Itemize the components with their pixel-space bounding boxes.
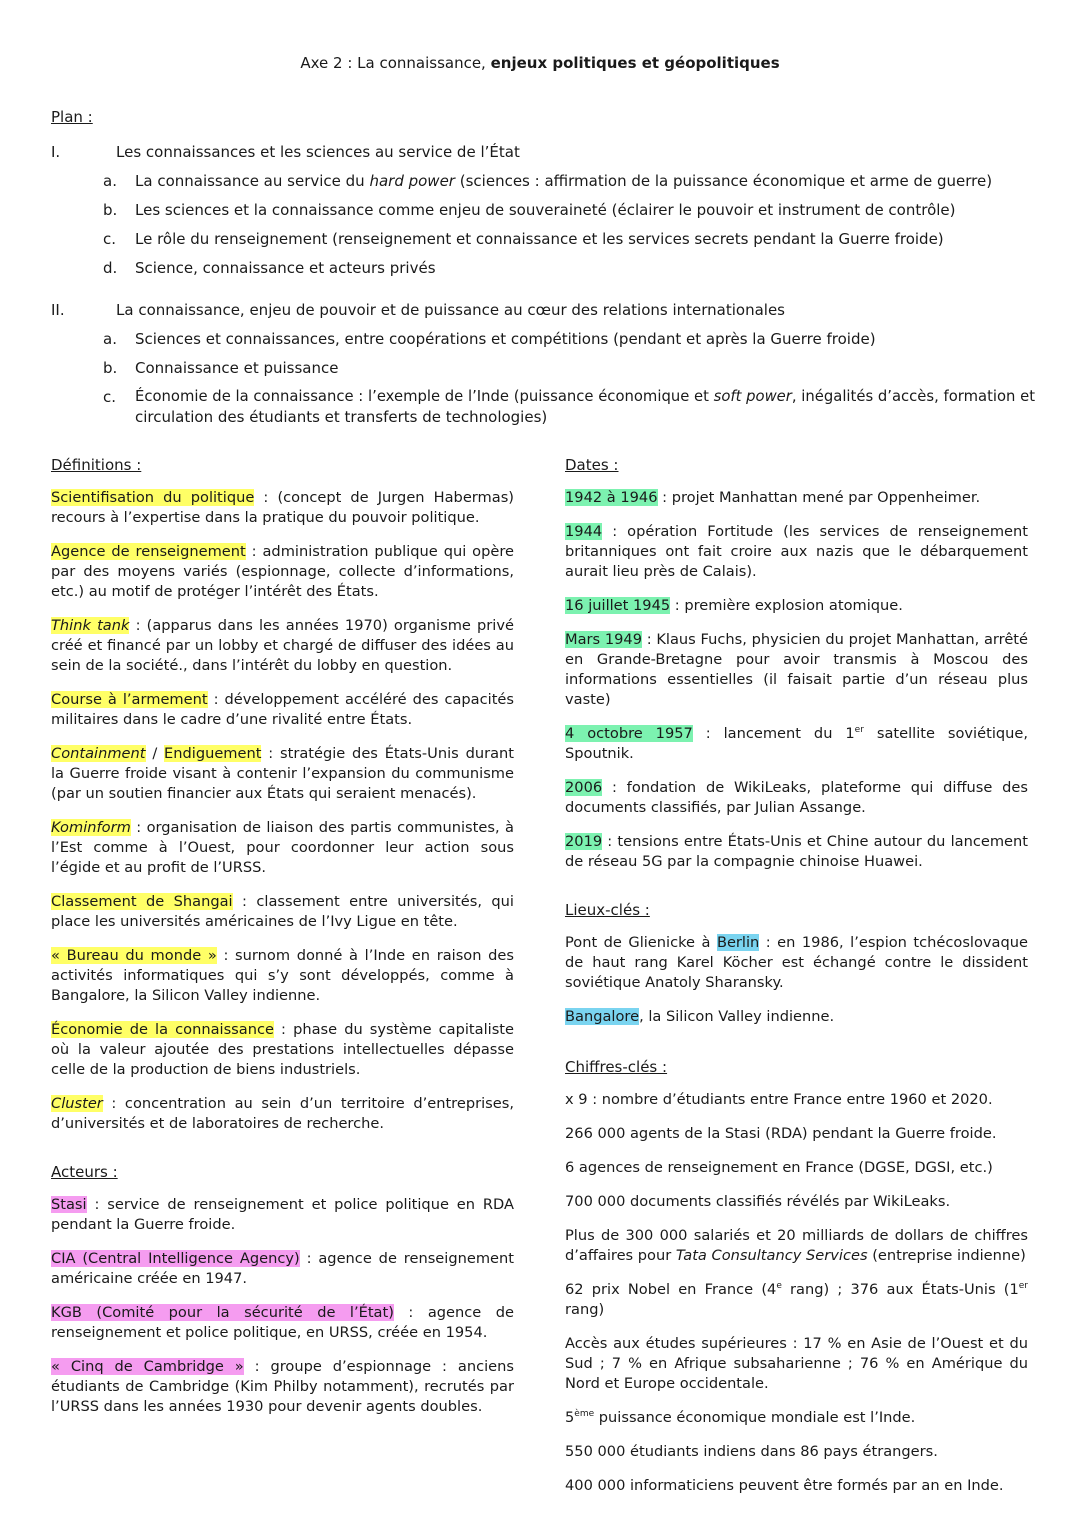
plan-item-letter: b. — [103, 201, 118, 219]
figure-item: 266 000 agents de la Stasi (RDA) pendant la Guerre froide. — [565, 1125, 997, 1142]
date-item: 1944 : opération Fortitude (les services de renseignement britanniques ont fait croire aux nazis que le débarquement aurait lieu près de Calais). — [565, 523, 1028, 580]
plan-item: Sciences et connaissances, entre coopérations et compétitions (pendant et après la Guerre froide) — [135, 330, 876, 348]
plan-item-letter: d. — [103, 259, 118, 277]
dates-heading: Dates : — [565, 456, 619, 474]
date-item: 1942 à 1946 : projet Manhattan mené par Oppenheimer. — [565, 489, 981, 506]
definition-item: Cluster : concentration au sein d’un territoire d’entreprises, d’universités et de laboratoires de recherche. — [51, 1095, 514, 1132]
figure-item: 700 000 documents classifiés révélés par WikiLeaks. — [565, 1193, 951, 1210]
definition-item: Économie de la connaissance : phase du système capitaliste où la valeur ajoutée des prestations intellectuelles dépasse celle de la production de biens industriels. — [51, 1021, 514, 1078]
plan-part-title: Les connaissances et les sciences au service de l’État — [116, 143, 520, 161]
figure-item: 6 agences de renseignement en France (DGSE, DGSI, etc.) — [565, 1159, 993, 1176]
definition-item: Classement de Shangai : classement entre universités, qui place les universités américaines de l’Ivy Ligue en tête. — [51, 893, 514, 930]
left-column — [51, 455, 514, 1431]
definition-item: Course à l’armement : développement accéléré des capacités militaires dans le cadre d’une rivalité entre États. — [51, 691, 515, 728]
definitions-heading: Définitions : — [51, 456, 142, 474]
plan-item: Économie de la connaissance : l’exemple de l’Inde (puissance économique et soft power, inégalités d’accès, formation et — [135, 388, 1036, 405]
place-item: Bangalore, la Silicon Valley indienne. — [565, 1008, 835, 1025]
definition-item: Agence de renseignement : administration publique qui opère par des moyens variés (espionnage, collecte d’informations, etc.) au motif de protéger l’intérêt des États. — [51, 543, 515, 600]
plan-item-letter: c. — [103, 388, 117, 406]
plan-item: La connaissance au service du hard power (sciences : affirmation de la puissance économique et arme de guerre) — [135, 172, 993, 190]
figure-item: x 9 : nombre d’étudiants entre France entre 1960 et 2020. — [565, 1091, 993, 1108]
plan-part-2 — [51, 300, 65, 320]
plan-part-title: La connaissance, enjeu de pouvoir et de puissance au cœur des relations internationales — [116, 301, 786, 319]
acteurs-heading: Acteurs : — [51, 1163, 118, 1181]
plan-item-letter: a. — [103, 330, 117, 348]
plan-item: Connaissance et puissance — [135, 359, 339, 377]
figure-item: 5ème puissance économique mondiale est l’Inde. — [565, 1409, 916, 1426]
plan-item-letter: c. — [103, 230, 117, 248]
date-item: 4 octobre 1957 : lancement du 1er satellite soviétique, Spoutnik. — [565, 725, 1029, 762]
plan-item-continuation: circulation des étudiants et transferts de technologies) — [135, 408, 548, 426]
plan-item-letter: a. — [103, 172, 117, 190]
date-item: 2019 : tensions entre États-Unis et Chine autour du lancement de réseau 5G par la compagnie chinoise Huawei. — [565, 833, 1028, 870]
definition-item: « Bureau du monde » : surnom donné à l’Inde en raison des activités informatiques qui s’y sont développés, comme à Bangalore, la Silicon Valley indienne. — [51, 947, 514, 1004]
plan-heading: Plan : — [51, 108, 93, 126]
definition-item: Kominform : organisation de liaison des partis communistes, à l’Est comme à l’Ouest, pour coordonner leur action sous l’égide et au profit de l’URSS. — [51, 819, 514, 876]
lieux-heading: Lieux-clés : — [565, 901, 650, 919]
figure-item: 550 000 étudiants indiens dans 86 pays étrangers. — [565, 1443, 938, 1460]
actor-item: « Cinq de Cambridge » : groupe d’espionnage : anciens étudiants de Cambridge (Kim Philby notamment), recrutés par l’URSS dans les années 1930 pour devenir agents doubles. — [51, 1358, 514, 1415]
place-item: Pont de Glienicke à Berlin : en 1986, l’espion tchécoslovaque de haut rang Karel Köcher est échangé contre le dissident soviétique Anatoly Sharansky. — [565, 934, 1028, 991]
plan-item-letter: b. — [103, 359, 118, 377]
figure-item: Plus de 300 000 salariés et 20 milliards de dollars de chiffres d’affaires pour Tata Consultancy Services (entreprise indienne) — [565, 1227, 1028, 1264]
definition-item: Scientifisation du politique : (concept de Jurgen Habermas) recours à l’expertise dans la pratique du pouvoir politique. — [51, 489, 514, 526]
actor-item: Stasi : service de renseignement et police politique en RDA pendant la Guerre froide. — [51, 1196, 514, 1233]
figure-item: Accès aux études supérieures : 17 % en Asie de l’Ouest et du Sud ; 7 % en Afrique subsaharienne ; 76 % en Amérique du Nord et Europe occidentale. — [565, 1335, 1028, 1392]
definition-item: Containment / Endiguement : stratégie des États-Unis durant la Guerre froide visant à contenir l’expansion du communisme (par un soutien financier aux États qui seraient menacés). — [51, 745, 514, 802]
plan-item: Les sciences et la connaissance comme enjeu de souveraineté (éclairer le pouvoir et instrument de contrôle) — [135, 201, 956, 219]
figure-item: 400 000 informaticiens peuvent être formés par an en Inde. — [565, 1477, 1004, 1494]
plan-part-number: I. — [51, 143, 61, 161]
plan-item: Science, connaissance et acteurs privés — [135, 259, 436, 277]
actor-item: CIA (Central Intelligence Agency) : agence de renseignement américaine créée en 1947. — [51, 1250, 514, 1287]
plan-item: Le rôle du renseignement (renseignement et connaissance et les services secrets pendant la Guerre froide) — [135, 230, 944, 248]
figure-item: 62 prix Nobel en France (4e rang) ; 376 aux États-Unis (1er rang) — [565, 1281, 1028, 1318]
date-item: 16 juillet 1945 : première explosion atomique. — [565, 597, 903, 614]
plan-part-1 — [51, 142, 60, 162]
date-item: Mars 1949 : Klaus Fuchs, physicien du projet Manhattan, arrêté en Grande-Bretagne pour avoir transmis à Moscou des informations essentielles (il faisait partie d’un réseau plus vaste) — [565, 631, 1028, 708]
right-column — [565, 455, 1028, 1510]
date-item: 2006 : fondation de WikiLeaks, plateforme qui diffuse des documents classifiés, par Julian Assange. — [565, 779, 1028, 816]
page-title: Axe 2 : La connaissance, enjeux politiques et géopolitiques — [300, 54, 780, 72]
actor-item: KGB (Comité pour la sécurité de l’État) : agence de renseignement et police politique, en URSS, créée en 1954. — [51, 1304, 514, 1341]
definition-item: Think tank : (apparus dans les années 1970) organisme privé créé et financé par un lobby et chargé de diffuser des idées au sein de la société., dans l’intérêt du lobby en question. — [51, 617, 514, 674]
chiffres-heading: Chiffres-clés : — [565, 1058, 668, 1076]
plan-part-number: II. — [51, 301, 65, 319]
